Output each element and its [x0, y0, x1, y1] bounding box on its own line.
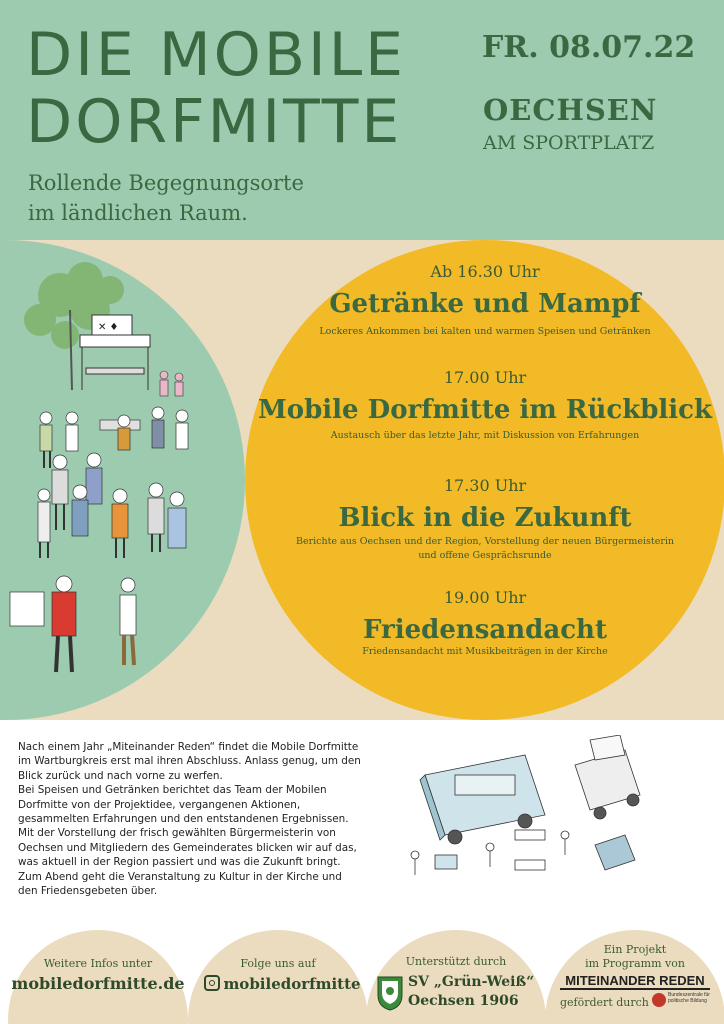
program-desc: Berichte aus Oechsen und der Region, Vorstellung der neuen Bürgermeisterin	[295, 536, 675, 547]
title-line-2: DORFMITTE	[26, 87, 403, 157]
funded-label: gefördert durch	[560, 996, 649, 1009]
program-title: Mobile Dorfmitte im Rückblick	[258, 395, 712, 425]
program-title: Friedensandacht	[363, 615, 607, 645]
website-link[interactable]: mobiledorfmitte.de	[11, 974, 185, 993]
support-club-name: SV „Grün-Weiß“	[408, 974, 535, 990]
program-desc: Austausch über das letzte Jahr, mit Diskussion von Erfahrungen	[330, 430, 640, 441]
program-time: 17.30 Uhr	[443, 476, 527, 495]
support-club-place: Oechsen 1906	[408, 993, 519, 1009]
description-paragraph-2: Bei Speisen und Getränken berichtet das Team der Mobilen Dorfmitte von der Projektidee, vergangenen Aktionen, gesammelten Erfahrungen und den entstandenen Ergebnissen. Mit der Vorstellung der frisch gewählten Bürgermeisterin von Oechsen und Mitgliedern des Gemeinderates blicken wir auf das, was aktuell in der Region passiert und was die Zukunft bringt.	[18, 784, 357, 869]
description-text	[18, 740, 363, 898]
event-place: OECHSEN	[483, 93, 658, 127]
svg-text:✕ ♦: ✕ ♦	[98, 322, 119, 333]
subtitle-line-2: im ländlichen Raum.	[28, 201, 248, 225]
program-time: Ab 16.30 Uhr	[430, 262, 540, 281]
description-paragraph-1: Nach einem Jahr „Miteinander Reden“ findet die Mobile Dorfmitte im Wartburgkreis erst mal ihren Abschluss. Anlass genug, um den Blick zurück und nach vorne zu werfen.	[18, 741, 361, 782]
program-section	[0, 240, 724, 720]
instagram-link[interactable]	[200, 975, 365, 993]
program-item-4	[245, 588, 724, 659]
event-place-sub: AM SPORTPLATZ	[483, 132, 655, 154]
club-crest-icon	[376, 975, 404, 1011]
support-label: Unterstützt durch	[405, 955, 507, 968]
program-item-2	[245, 368, 724, 443]
instagram-handle: mobiledorfmitte	[223, 975, 361, 993]
header-band	[0, 0, 724, 240]
info-label: Weitere Infos unter	[43, 957, 153, 970]
title-line-1: DIE MOBILE	[26, 20, 407, 90]
people-illustration	[0, 240, 245, 720]
program-item-3	[245, 476, 724, 563]
program-desc: Lockeres Ankommen bei kalten und warmen Speisen und Getränken	[319, 326, 651, 337]
project-label-1: Ein Projekt	[603, 943, 667, 956]
subtitle	[28, 168, 348, 228]
program-desc-2: und offene Gesprächsrunde	[418, 550, 552, 561]
project-logo: MITEINANDER REDEN	[560, 973, 710, 990]
program-time: 19.00 Uhr	[443, 588, 527, 607]
program-title: Getränke und Mampf	[329, 289, 641, 319]
follow-label: Folge uns auf	[240, 957, 316, 970]
subtitle-line-1: Rollende Begegnungsorte	[28, 171, 304, 195]
program-desc: Friedensandacht mit Musikbeiträgen in der Kirche	[362, 646, 608, 657]
description-paragraph-3: Zum Abend geht die Veranstaltung zu Kultur in der Kirche und den Friedensgebeten über.	[18, 870, 342, 898]
funder-name: Bundeszentrale für politische Bildung	[668, 992, 710, 1004]
program-title: Blick in die Zukunft	[338, 503, 632, 533]
bus-illustration	[395, 735, 695, 895]
instagram-icon	[204, 975, 220, 991]
event-date: FR. 08.07.22	[482, 30, 696, 65]
bpb-logo-icon	[652, 993, 666, 1007]
project-label-2: im Programm von	[585, 957, 685, 970]
program-item-1	[245, 262, 724, 339]
program-time: 17.00 Uhr	[443, 368, 527, 387]
